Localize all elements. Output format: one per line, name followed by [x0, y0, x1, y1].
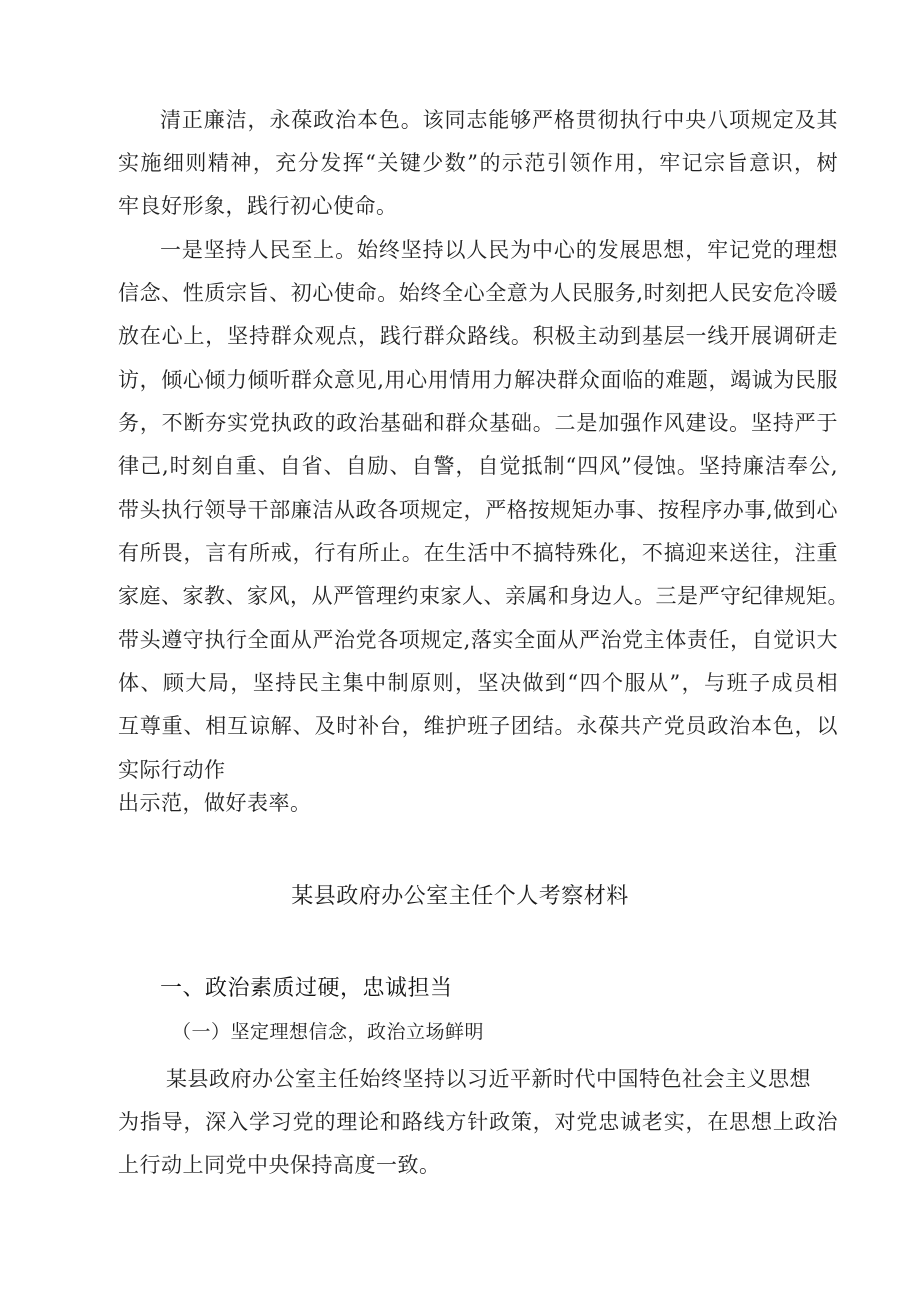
paragraph-line: 为指导，深入学习党的理论和路线方针政策，对党忠诚老实，在思想上政治 [118, 1110, 838, 1134]
paragraph-line: 一是坚持人民至上。始终坚持以人民为中心的发展思想，牢记党的理想 [160, 238, 838, 262]
paragraph-line: 实施细则精神，充分发挥“关键少数”的示范引领作用，牢记宗旨意识，树 [118, 151, 838, 175]
paragraph-line: 实际行动作 [118, 758, 226, 782]
paragraph-line: 牢良好形象，践行初心使命。 [118, 194, 398, 218]
paragraph-line: 放在心上，坚持群众观点，践行群众路线。积极主动到基层一线开展调研走 [118, 324, 838, 348]
paragraph-line: 出示范，做好表率。 [118, 791, 312, 815]
paragraph-line: 信念、性质宗旨、初心使命。始终全心全意为人民服务,时刻把人民安危冷暖 [118, 281, 838, 305]
paragraph-line: 带头执行领导干部廉洁从政各项规定，严格按规矩办事、按程序办事,做到心 [118, 498, 838, 522]
paragraph-line: 有所畏，言有所戒，行有所止。在生活中不搞特殊化，不搞迎来送往，注重 [118, 541, 838, 565]
paragraph-line: 访，倾心倾力倾听群众意见,用心用情用力解决群众面临的难题，竭诚为民服 [118, 368, 838, 392]
paragraph-line: 上行动上同党中央保持高度一致。 [118, 1153, 441, 1177]
paragraph-line: 律己,时刻自重、自省、自励、自警，自觉抵制“四风”侵蚀。坚持廉洁奉公, [118, 454, 838, 478]
paragraph-line: 带头遵守执行全面从严治党各项规定,落实全面从严治党主体责任，自觉识大 [118, 628, 838, 652]
paragraph-line: 务，不断夯实党执政的政治基础和群众基础。二是加强作风建设。坚持严于 [118, 411, 838, 435]
paragraph-line: 清正廉洁，永葆政治本色。该同志能够严格贯彻执行中央八项规定及其 [160, 108, 838, 132]
paragraph-line: 家庭、家教、家风，从严管理约束家人、亲属和身边人。三是严守纪律规矩。 [118, 584, 849, 608]
subsection-heading: （一）坚定理想信念，政治立场鲜明 [172, 1021, 485, 1043]
paragraph-line: 体、顾大局，坚持民主集中制原则，坚决做到“四个服从”，与班子成员相 [118, 671, 838, 695]
section-heading: 一、政治素质过硬，忠诚担当 [160, 976, 453, 1001]
paragraph-line: 某县政府办公室主任始终坚持以习近平新时代中国特色社会主义思想 [166, 1067, 811, 1091]
paragraph-line: 互尊重、相互谅解、及时补台，维护班子团结。永葆共产党员政治本色，以 [118, 714, 838, 738]
document-title: 某县政府办公室主任个人考察材料 [291, 884, 629, 909]
